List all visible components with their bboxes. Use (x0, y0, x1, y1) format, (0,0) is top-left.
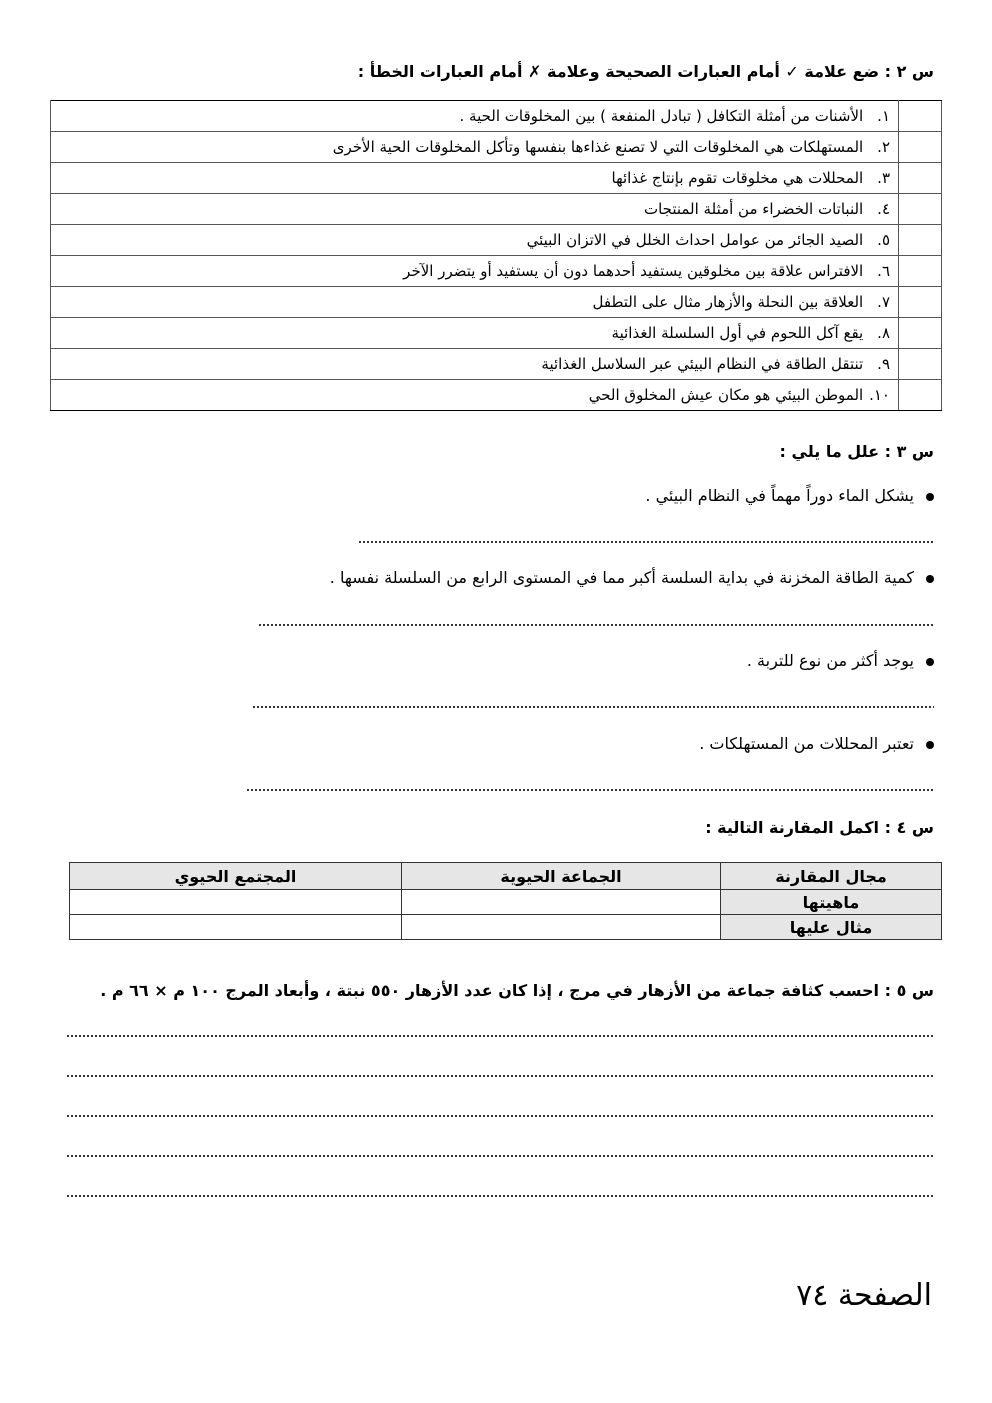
answer-line[interactable] (358, 541, 934, 543)
answer-mark-cell[interactable] (899, 225, 942, 256)
answer-line[interactable] (66, 1195, 934, 1197)
answer-mark-cell[interactable] (899, 132, 942, 163)
statement-cell: ٧. العلاقة بين النحلة والأزهار مثال على التطفل (51, 287, 899, 318)
table-row (51, 380, 942, 411)
table-row (51, 225, 942, 256)
header-cell: المجتمع الحيوي (70, 863, 402, 890)
answer-mark-cell[interactable] (899, 349, 942, 380)
answer-line[interactable] (252, 706, 934, 708)
statement-cell: ٥. الصيد الجائر من عوامل احداث الخلل في الاتزان البيئي (51, 225, 899, 256)
answer-mark-cell[interactable] (899, 287, 942, 318)
row-label-cell: مثال عليها (721, 915, 942, 940)
table-row (51, 132, 942, 163)
statement-cell: ٤. النباتات الخضراء من أمثلة المنتجات (51, 194, 899, 225)
answer-mark-cell[interactable] (899, 380, 942, 411)
answer-mark-cell[interactable] (899, 101, 942, 132)
table-row (51, 163, 942, 194)
q3-title: س ٣ : علل ما يلي : (779, 442, 934, 461)
page-number: الصفحة ٧٤ (796, 1278, 932, 1313)
answer-line[interactable] (246, 789, 934, 791)
statement-cell: ٨. يقع آكل اللحوم في أول السلسلة الغذائية (51, 318, 899, 349)
reason-item: يشكل الماء دوراً مهماً في النظام البيئي . (645, 485, 934, 507)
statement-cell: ١. الأشنات من أمثلة التكافل ( تبادل المنفعة ) بين المخلوقات الحية . (51, 101, 899, 132)
statement-cell: ٩. تنتقل الطاقة في النظام البيئي عبر السلاسل الغذائية (51, 349, 899, 380)
answer-line[interactable] (66, 1075, 934, 1077)
bullet-icon (926, 741, 934, 749)
statement-cell: ٢. المستهلكات هي المخلوقات التي لا تصنع غذاءها بنفسها وتأكل المخلوقات الحية الأخرى (51, 132, 899, 163)
answer-mark-cell[interactable] (899, 256, 942, 287)
table-header-row (70, 863, 942, 890)
bullet-icon (926, 493, 934, 501)
answer-cell[interactable] (402, 890, 721, 915)
bullet-icon (926, 658, 934, 666)
bullet-icon (926, 575, 934, 583)
reason-item: كمية الطاقة المخزنة في بداية السلسة أكبر مما في المستوى الرابع من السلسلة نفسها . (330, 567, 934, 589)
q4-title: س ٤ : اكمل المقارنة التالية : (705, 818, 934, 837)
reason-item: يوجد أكثر من نوع للتربة . (747, 650, 934, 672)
header-cell: مجال المقارنة (721, 863, 942, 890)
q5-title: س ٥ : احسب كثافة جماعة من الأزهار في مرج ، إذا كان عدد الأزهار ٥٥٠ نبتة ، وأبعاد المرج ١٠٠ م × ٦٦ م . (100, 981, 934, 1000)
row-label-cell: ماهيتها (721, 890, 942, 915)
comparison-table (69, 862, 942, 940)
answer-cell[interactable] (70, 890, 402, 915)
answer-cell[interactable] (70, 915, 402, 940)
table-row (70, 915, 942, 940)
statement-cell: ١٠. الموطن البيئي هو مكان عيش المخلوق الحي (51, 380, 899, 411)
table-row (51, 194, 942, 225)
true-false-table (50, 100, 942, 411)
answer-line[interactable] (66, 1035, 934, 1037)
header-cell: الجماعة الحيوية (402, 863, 721, 890)
answer-line[interactable] (258, 624, 934, 626)
table-row (70, 890, 942, 915)
table-row (51, 318, 942, 349)
table-row (51, 256, 942, 287)
answer-mark-cell[interactable] (899, 163, 942, 194)
answer-mark-cell[interactable] (899, 318, 942, 349)
statement-cell: ٦. الافتراس علاقة بين مخلوقين يستفيد أحدهما دون أن يستفيد أو يتضرر الآخر (51, 256, 899, 287)
table-row (51, 287, 942, 318)
answer-mark-cell[interactable] (899, 194, 942, 225)
statement-cell: ٣. المحللات هي مخلوقات تقوم بإنتاج غذائها (51, 163, 899, 194)
reason-item: تعتبر المحللات من المستهلكات . (699, 733, 934, 755)
q2-title: س ٢ : ضع علامة ✓ أمام العبارات الصحيحة وعلامة ✗ أمام العبارات الخطأ : (357, 62, 934, 81)
answer-line[interactable] (66, 1115, 934, 1117)
answer-cell[interactable] (402, 915, 721, 940)
answer-line[interactable] (66, 1155, 934, 1157)
table-row (51, 349, 942, 380)
table-row (51, 101, 942, 132)
